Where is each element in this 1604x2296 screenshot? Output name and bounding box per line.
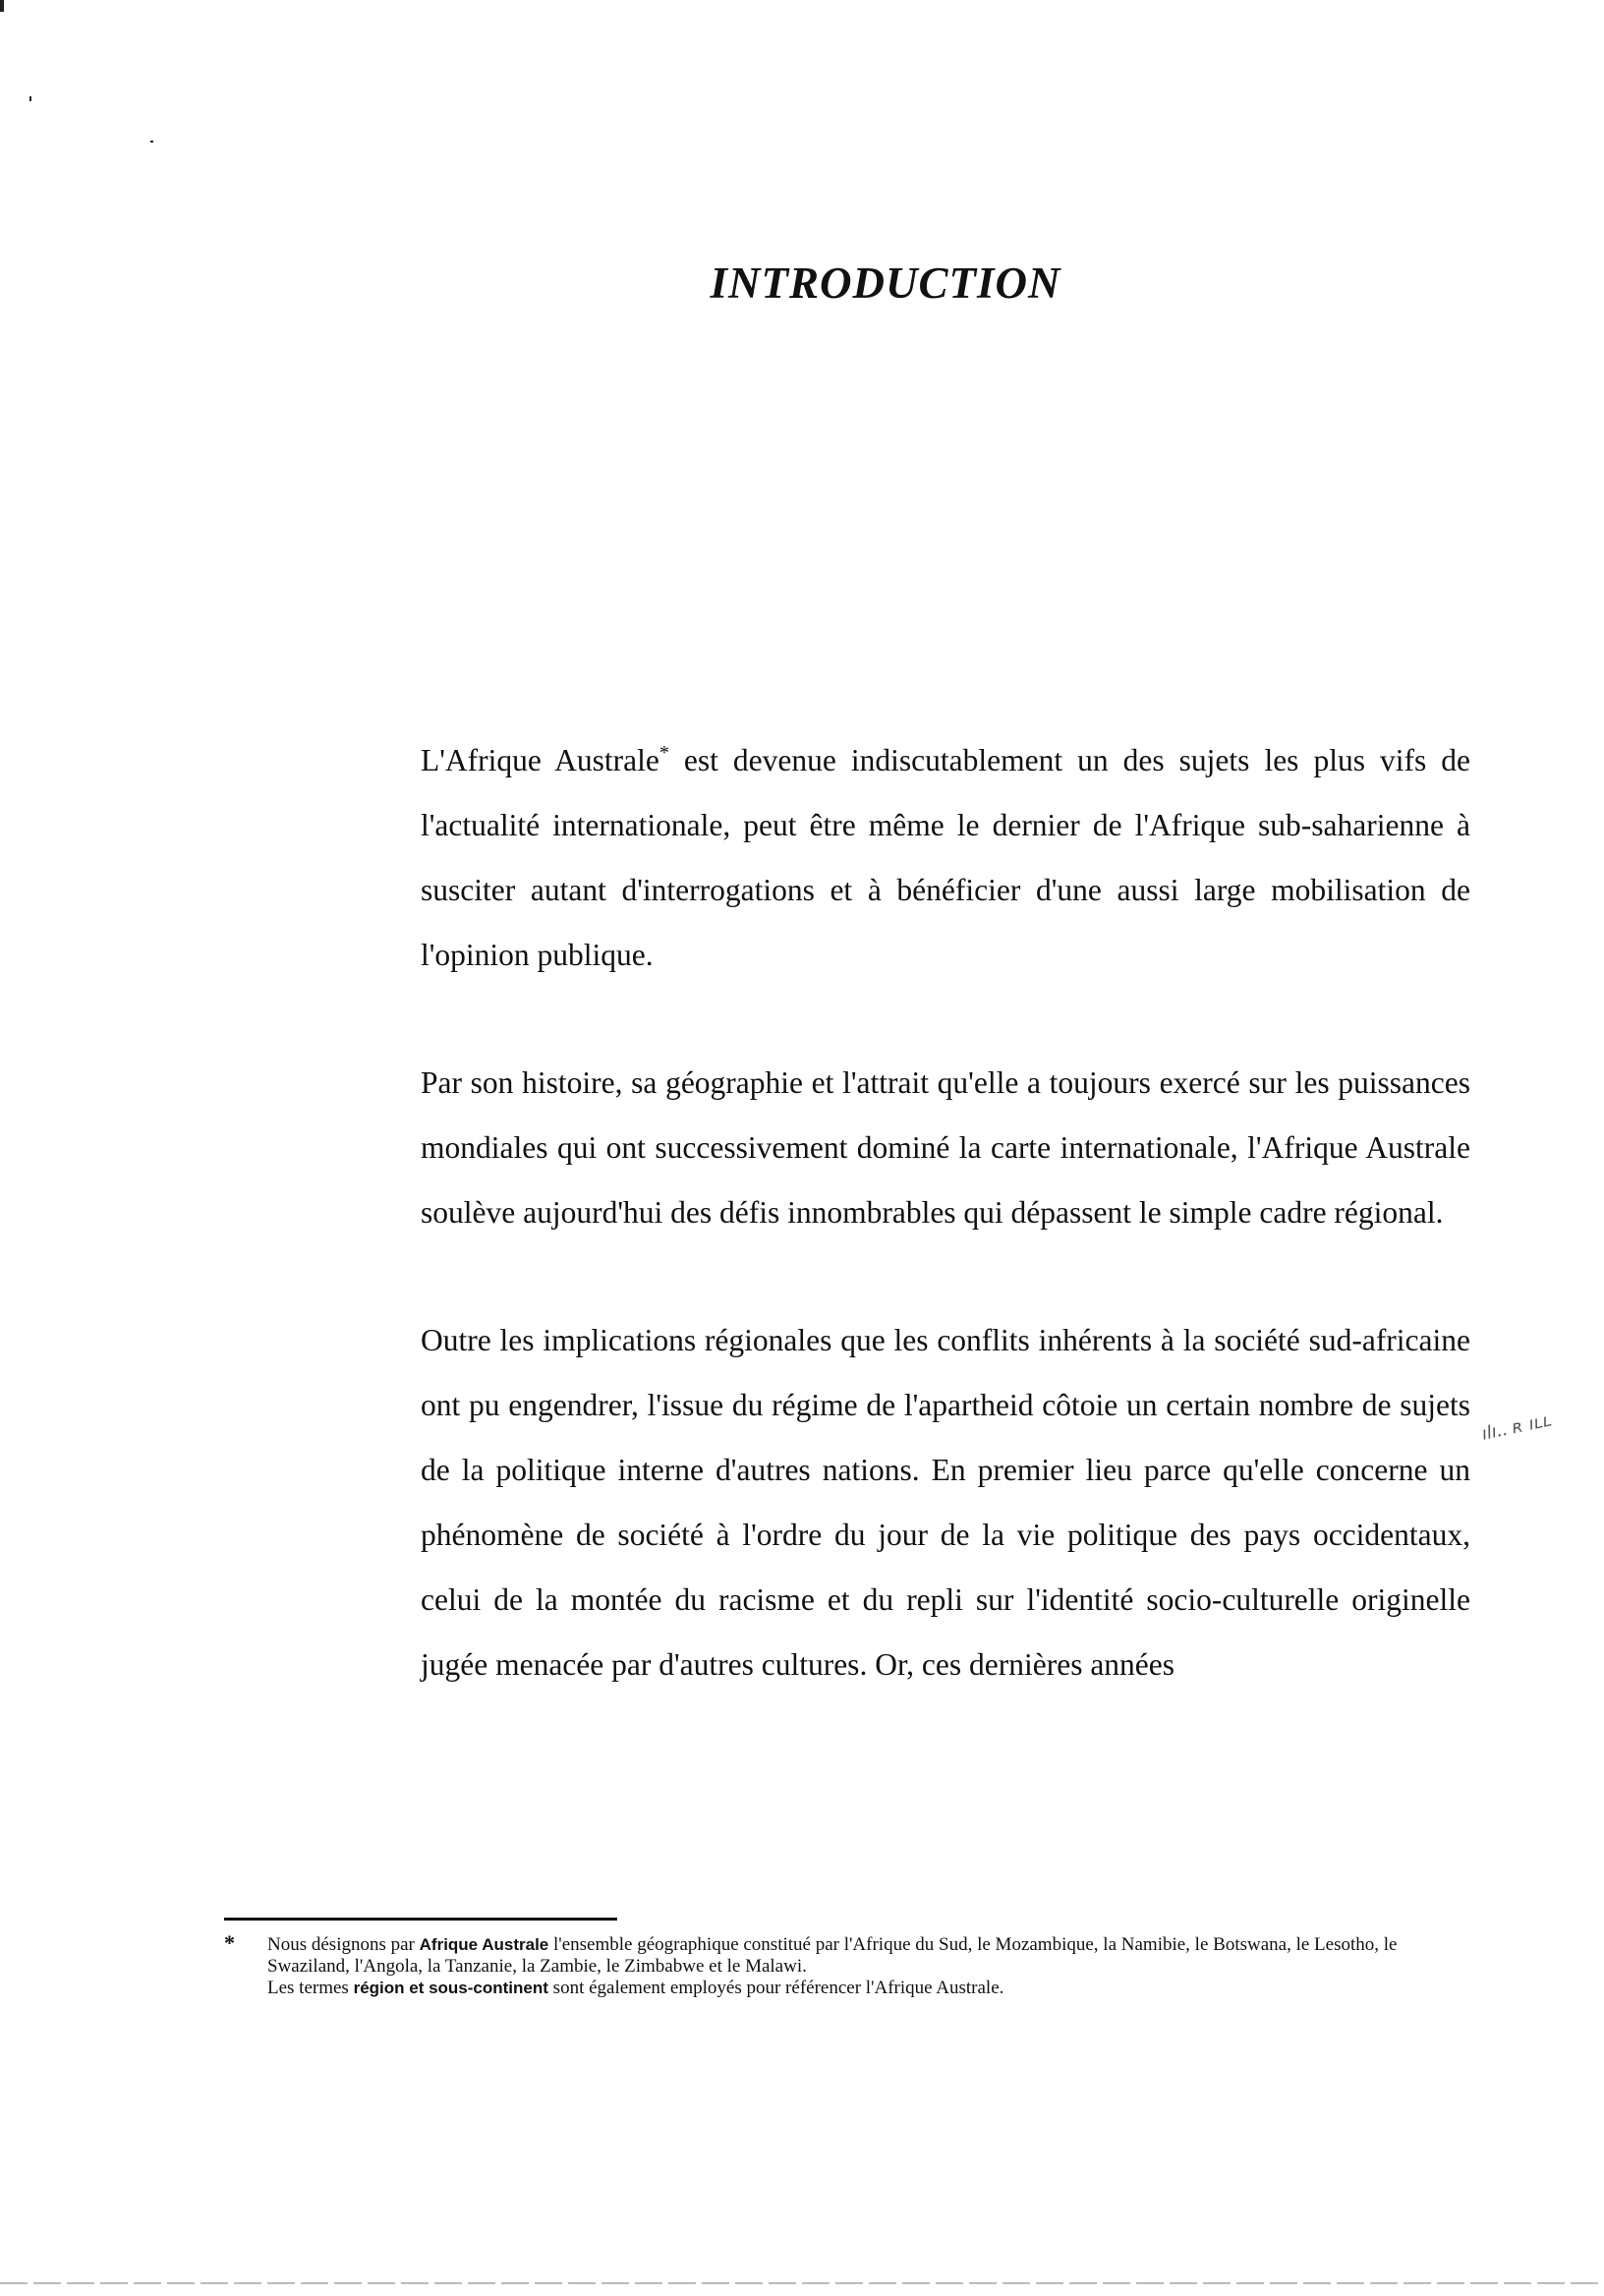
footnote-segment: l'ensemble géographique constitué par l'Afrique du Sud, le Mozambique, la Namibie, le Botswana, le Lesotho, le Swaziland, l'Angola, la Tanzanie, la Zambie, le Zimbabwe et le Malawi.: [267, 1934, 1398, 1977]
paragraph-text: est devenue indiscutablement un des sujets les plus vifs de l'actualité internationale, peut être même le dernier de l'Afrique sub-saharienne à susciter autant d'interrogations et à bénéficier d'une aussi large mobilisation de l'opinion publique.: [421, 743, 1470, 972]
scan-bottom-edge: [0, 2282, 1604, 2284]
footnote-text: [267, 1934, 1433, 1999]
body-text: [421, 728, 1470, 1760]
footnote-segment: sont également employés pour référencer l'Afrique Australe.: [547, 1978, 1004, 1998]
footnote-marker: *: [659, 742, 669, 764]
footnote-line: [267, 1934, 1433, 1978]
paragraph: Par son histoire, sa géographie et l'attrait qu'elle a toujours exercé sur les puissances mondiales qui ont successivement dominé la carte internationale, l'Afrique Australe soulève aujourd'hui des défis innombrables qui dépassent le simple cadre régional.: [421, 1065, 1470, 1230]
scan-artifact: [0, 0, 4, 12]
paragraph: Outre les implications régionales que les conflits inhérents à la société sud-africaine ont pu engendrer, l'issue du régime de l'apartheid côtoie un certain nombre de sujets de la politique interne d'autres nations. En premier lieu parce qu'elle concerne un phénomène de société à l'ordre du jour de la vie politique des pays occidentaux, celui de la montée du racisme et du repli sur l'identité socio-culturelle originelle jugée menacée par d'autres cultures. Or, ces dernières années: [421, 1323, 1470, 1682]
paragraph: [421, 728, 1470, 988]
footnote-term: Afrique Australe: [419, 1935, 549, 1954]
footnote-segment: Les termes: [267, 1978, 354, 1998]
paragraph-lead: L'Afrique Australe: [421, 743, 659, 777]
footnote: [224, 1930, 1433, 1999]
footnote-divider: [224, 1918, 617, 1921]
page-title: INTRODUCTION: [710, 258, 1061, 308]
footnote-segment: Nous désignons par: [267, 1934, 420, 1955]
footnote-line: [267, 1978, 1433, 1999]
handwritten-margin-note: ılı.. ʀ ıʟʟ: [1479, 1409, 1554, 1445]
scan-artifact: [150, 141, 153, 143]
footnote-marker: *: [224, 1930, 235, 1955]
footnote-term: région et sous-continent: [353, 1979, 548, 1997]
scan-artifact: [29, 96, 31, 101]
